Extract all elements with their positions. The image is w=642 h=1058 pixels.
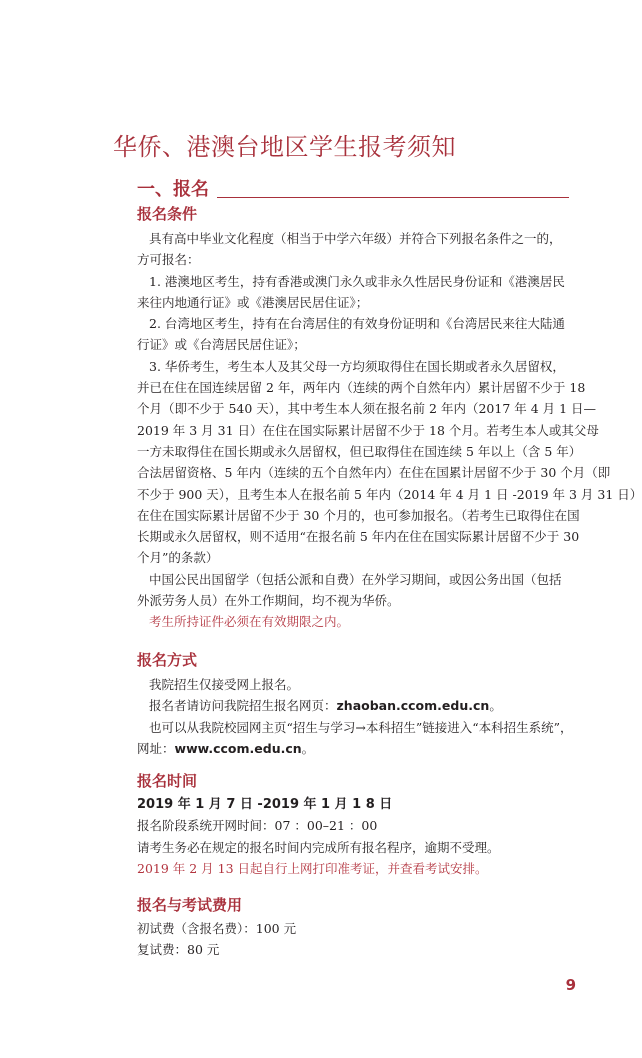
text-line xyxy=(137,738,571,759)
conditions-body xyxy=(137,228,642,633)
text-line: 3. 华侨考生，考生本人及其父母一方均须取得住在国长期或者永久居留权， xyxy=(149,358,565,374)
validity-note: 考生所持证件必须在有效期限之内。 xyxy=(149,614,350,630)
section-heading xyxy=(137,175,569,201)
text-line: 来往内地通行证》或《港澳居民居住证》； xyxy=(137,294,369,310)
text-line: 报名阶段系统开网时间：07 ：00–21 ：00 xyxy=(137,818,378,834)
fees-heading: 报名与考试费用 xyxy=(137,896,243,914)
text-line: 中国公民出国留学（包括公派和自费）在外学习期间，或因公务出国（包括 xyxy=(149,571,562,587)
registration-url: zhaoban.ccom.edu.cn xyxy=(336,698,490,714)
method-body xyxy=(137,674,571,759)
text-line: 复试费：80 元 xyxy=(137,942,220,958)
section-rule xyxy=(217,197,569,198)
text-line: 个月”的条款） xyxy=(137,550,219,566)
text-line: 请考生务必在规定的报名时间内完成所有报名程序，逾期不受理。 xyxy=(137,839,500,855)
text-line: 1. 港澳地区考生，持有香港或澳门永久或非永久性居民身份证和《港澳居民 xyxy=(149,273,565,289)
text-line: 一方未取得住在国长期或永久居留权，但已取得住在国连续 5 年以上（含 5 年） xyxy=(137,443,582,459)
url-suffix: 。 xyxy=(301,740,315,756)
page-title: 华侨、港澳台地区学生报考须知 xyxy=(113,133,456,161)
text-line: 具有高中毕业文化程度（相当于中学六年级）并符合下列报名条件之一的， xyxy=(149,231,562,246)
text-line: 2. 台湾地区考生，持有在台湾居住的有效身份证明和《台湾居民来往大陆通 xyxy=(149,316,565,332)
url-prefix: 报名者请访问我院招生报名网页： xyxy=(149,698,337,714)
page-number: 9 xyxy=(565,976,576,994)
text-line: 在住在国实际累计居留不少于 30 个月的，也可参加报名。（若考生已取得住在国 xyxy=(137,507,580,523)
conditions-heading: 报名条件 xyxy=(137,205,198,223)
url-prefix: 网址： xyxy=(137,740,175,756)
registration-dates: 2019 年 1 月 7 日 -2019 年 1 月 1 8 日 xyxy=(137,797,393,812)
time-body xyxy=(137,794,571,879)
fees-body xyxy=(137,918,571,961)
method-heading: 报名方式 xyxy=(137,651,198,669)
text-line: 行证》或《台湾居民居住证》； xyxy=(137,337,306,353)
text-line: 个月（即不少于 540 天），其中考生本人须在报名前 2 年内（2017 年 4 月 1 日— xyxy=(137,401,597,417)
text-line: 初试费（含报名费）：100 元 xyxy=(137,921,297,936)
text-line: 也可以从我院校园网主页“招生与学习→本科招生”链接进入“本科招生系统”， xyxy=(149,719,573,735)
homepage-url: www.ccom.edu.cn xyxy=(174,740,302,756)
text-line: 外派劳务人员）在外工作期间，均不视为华侨。 xyxy=(137,593,400,609)
text-line: 方可报名： xyxy=(137,252,200,268)
section-label: 一、报名 xyxy=(137,179,209,200)
text-line: 我院招生仅接受网上报名。 xyxy=(149,677,300,692)
text-line: 合法居留资格、5 年内（连续的五个自然年内）在住在国累计居留不少于 30 个月（即 xyxy=(137,465,611,481)
text-line: 2019 年 3 月 31 日）在住在国实际累计居留不少于 18 个月。若考生本人或其父母 xyxy=(137,422,599,438)
text-line: 并已在住在国连续居留 2 年，两年内（连续的两个自然年内）累计居留不少于 18 xyxy=(137,380,586,396)
text-line xyxy=(137,695,571,716)
time-heading: 报名时间 xyxy=(137,772,198,790)
text-line: 不少于 900 天），且考生本人在报名前 5 年内（2014 年 4 月 1 日 -2019 年 3 月 31 日） xyxy=(137,486,642,502)
url-suffix: 。 xyxy=(489,698,502,714)
text-line: 长期或永久居留权，则不适用“在报名前 5 年内在住在国实际累计居留不少于 30 xyxy=(137,529,580,545)
print-note: 2019 年 2 月 13 日起自行上网打印准考证，并查看考试安排。 xyxy=(137,860,488,876)
